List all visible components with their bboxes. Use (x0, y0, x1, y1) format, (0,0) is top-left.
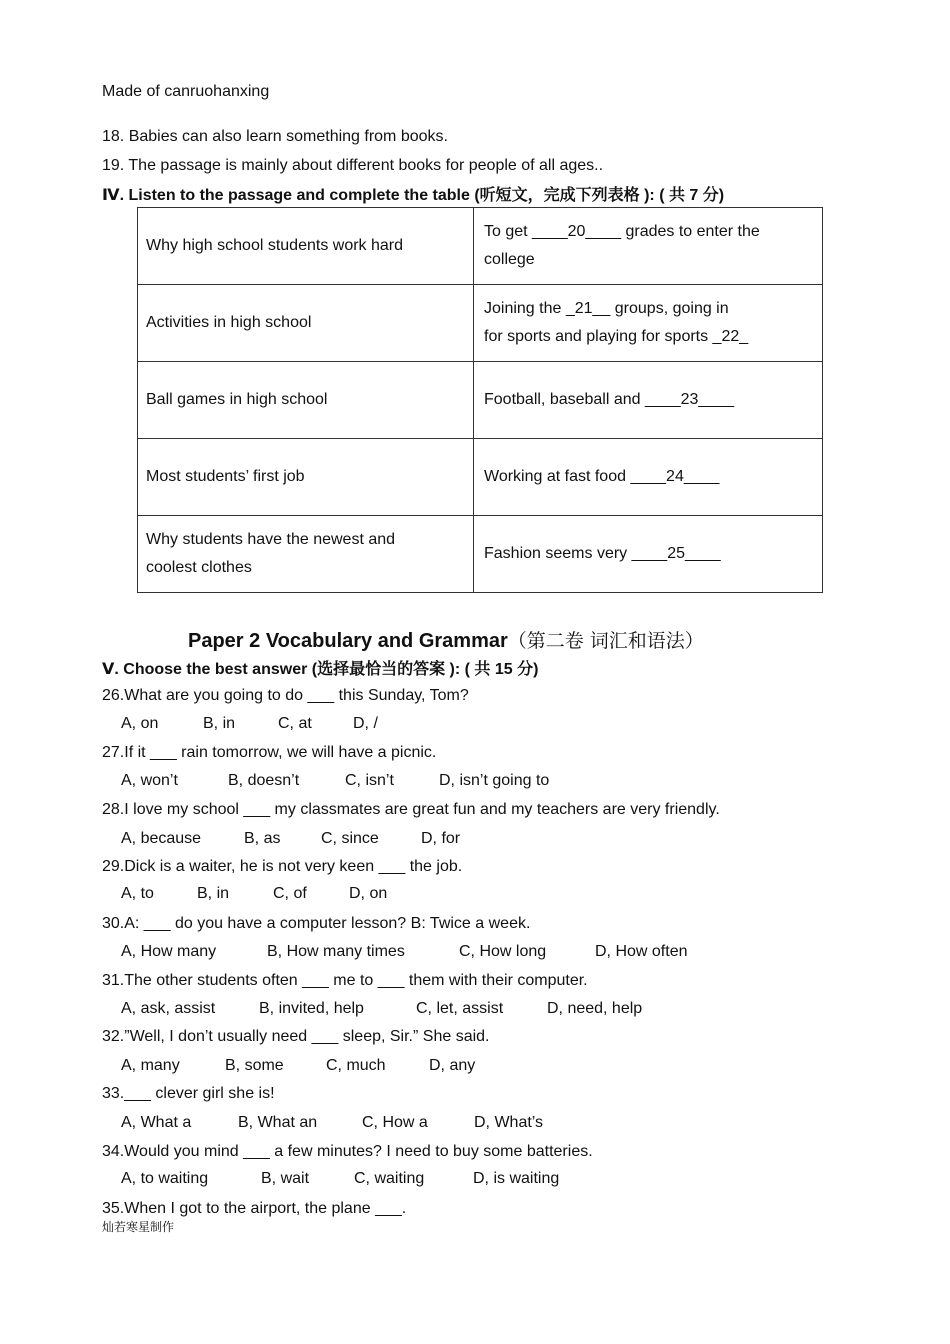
option-c: C, waiting (354, 1170, 425, 1187)
option-b: B, as (244, 830, 281, 847)
footer-made-by: 灿若寒星制作 (102, 1220, 175, 1234)
section-5-title: Ⅴ. Choose the best answer (选择最恰当的答案 ): ( 共 15 分) (102, 661, 539, 678)
question-27: 27.If it ___ rain tomorrow, we will have a picnic. (102, 744, 437, 761)
paper-2-title-en: Paper 2 Vocabulary and Grammar (188, 630, 508, 652)
question-33: 33.___ clever girl she is! (102, 1085, 275, 1102)
option-a: A, to (121, 885, 154, 902)
cell-line: for sports and playing for sports _22_ (484, 328, 749, 345)
options-30 (121, 943, 687, 961)
table-cell-left (138, 516, 474, 593)
table-cell-left: Why high school students work hard (138, 208, 474, 285)
question-35: 35.When I got to the airport, the plane ___. (102, 1200, 407, 1217)
paper-2-title (188, 626, 704, 653)
option-a: A, won’t (121, 772, 178, 789)
tf-item-19: 19. The passage is mainly about different books for people of all ages.. (102, 157, 604, 174)
table-cell-left: Most students’ first job (138, 439, 474, 516)
table-row (138, 516, 823, 593)
question-30: 30.A: ___ do you have a computer lesson? B: Twice a week. (102, 915, 531, 932)
question-31: 31.The other students often ___ me to ___ them with their computer. (102, 972, 588, 989)
option-a: A, ask, assist (121, 1000, 216, 1017)
option-d: D, is waiting (473, 1170, 560, 1187)
option-c: C, much (326, 1057, 386, 1074)
table-row (138, 208, 823, 285)
option-c: C, of (273, 885, 307, 902)
cell-line: Joining the _21__ groups, going in (484, 300, 729, 317)
cell-line: Why students have the newest and (146, 531, 396, 548)
table-row (138, 362, 823, 439)
option-a: A, on (121, 715, 159, 732)
option-c: C, isn’t (345, 772, 394, 789)
table-cell-right: Fashion seems very ____25____ (474, 516, 823, 593)
option-d: D, isn’t going to (439, 772, 550, 789)
question-28: 28.I love my school ___ my classmates are great fun and my teachers are very friendly. (102, 801, 720, 818)
option-d: D, How often (595, 943, 688, 960)
option-b: B, in (197, 885, 230, 902)
question-29: 29.Dick is a waiter, he is not very keen ___ the job. (102, 858, 463, 875)
option-b: B, in (203, 715, 236, 732)
table-row (138, 285, 823, 362)
options-26 (121, 715, 378, 733)
option-d: D, for (421, 830, 461, 847)
option-b: B, wait (261, 1170, 310, 1187)
option-a: A, to waiting (121, 1170, 209, 1187)
cell-line: coolest clothes (146, 559, 252, 576)
paper-2-title-zh: （第二卷 词汇和语法） (507, 630, 704, 652)
option-c: C, let, assist (416, 1000, 504, 1017)
question-34: 34.Would you mind ___ a few minutes? I need to buy some batteries. (102, 1143, 593, 1160)
table-cell-right (474, 285, 823, 362)
option-b: B, What an (238, 1114, 318, 1131)
option-b: B, some (225, 1057, 284, 1074)
option-a: A, What a (121, 1114, 192, 1131)
option-a: A, because (121, 830, 202, 847)
question-26: 26.What are you going to do ___ this Sunday, Tom? (102, 687, 469, 704)
option-d: D, What’s (474, 1114, 544, 1131)
section-4-title: Ⅳ. Listen to the passage and complete the table (听短文，完成下列表格 ): ( 共 7 分) (102, 187, 725, 204)
option-c: C, at (278, 715, 312, 732)
option-a: A, How many (121, 943, 217, 960)
table-cell-left: Ball games in high school (138, 362, 474, 439)
table-cell-right: Football, baseball and ____23____ (474, 362, 823, 439)
option-b: B, invited, help (259, 1000, 364, 1017)
listening-table (137, 207, 823, 593)
option-c: C, How a (362, 1114, 428, 1131)
tf-item-18: 18. Babies can also learn something from books. (102, 128, 448, 145)
question-32: 32.”Well, I don’t usually need ___ sleep, Sir.” She said. (102, 1028, 490, 1045)
option-c: C, How long (459, 943, 547, 960)
option-d: D, need, help (547, 1000, 643, 1017)
table-cell-right: Working at fast food ____24____ (474, 439, 823, 516)
made-of-header: Made of canruohanxing (102, 83, 270, 100)
options-31 (121, 1000, 642, 1018)
table-cell-right: To get ____20____ grades to enter the college (474, 208, 823, 285)
options-27 (121, 772, 549, 790)
option-c: C, since (321, 830, 379, 847)
options-32 (121, 1057, 475, 1075)
option-d: D, / (353, 715, 378, 732)
table-row (138, 439, 823, 516)
table-cell-left: Activities in high school (138, 285, 474, 362)
option-d: D, on (349, 885, 388, 902)
options-33 (121, 1114, 543, 1132)
option-b: B, doesn’t (228, 772, 300, 789)
options-28 (121, 830, 460, 848)
option-d: D, any (429, 1057, 476, 1074)
options-34 (121, 1170, 559, 1188)
options-29 (121, 885, 387, 903)
option-b: B, How many times (267, 943, 405, 960)
option-a: A, many (121, 1057, 180, 1074)
